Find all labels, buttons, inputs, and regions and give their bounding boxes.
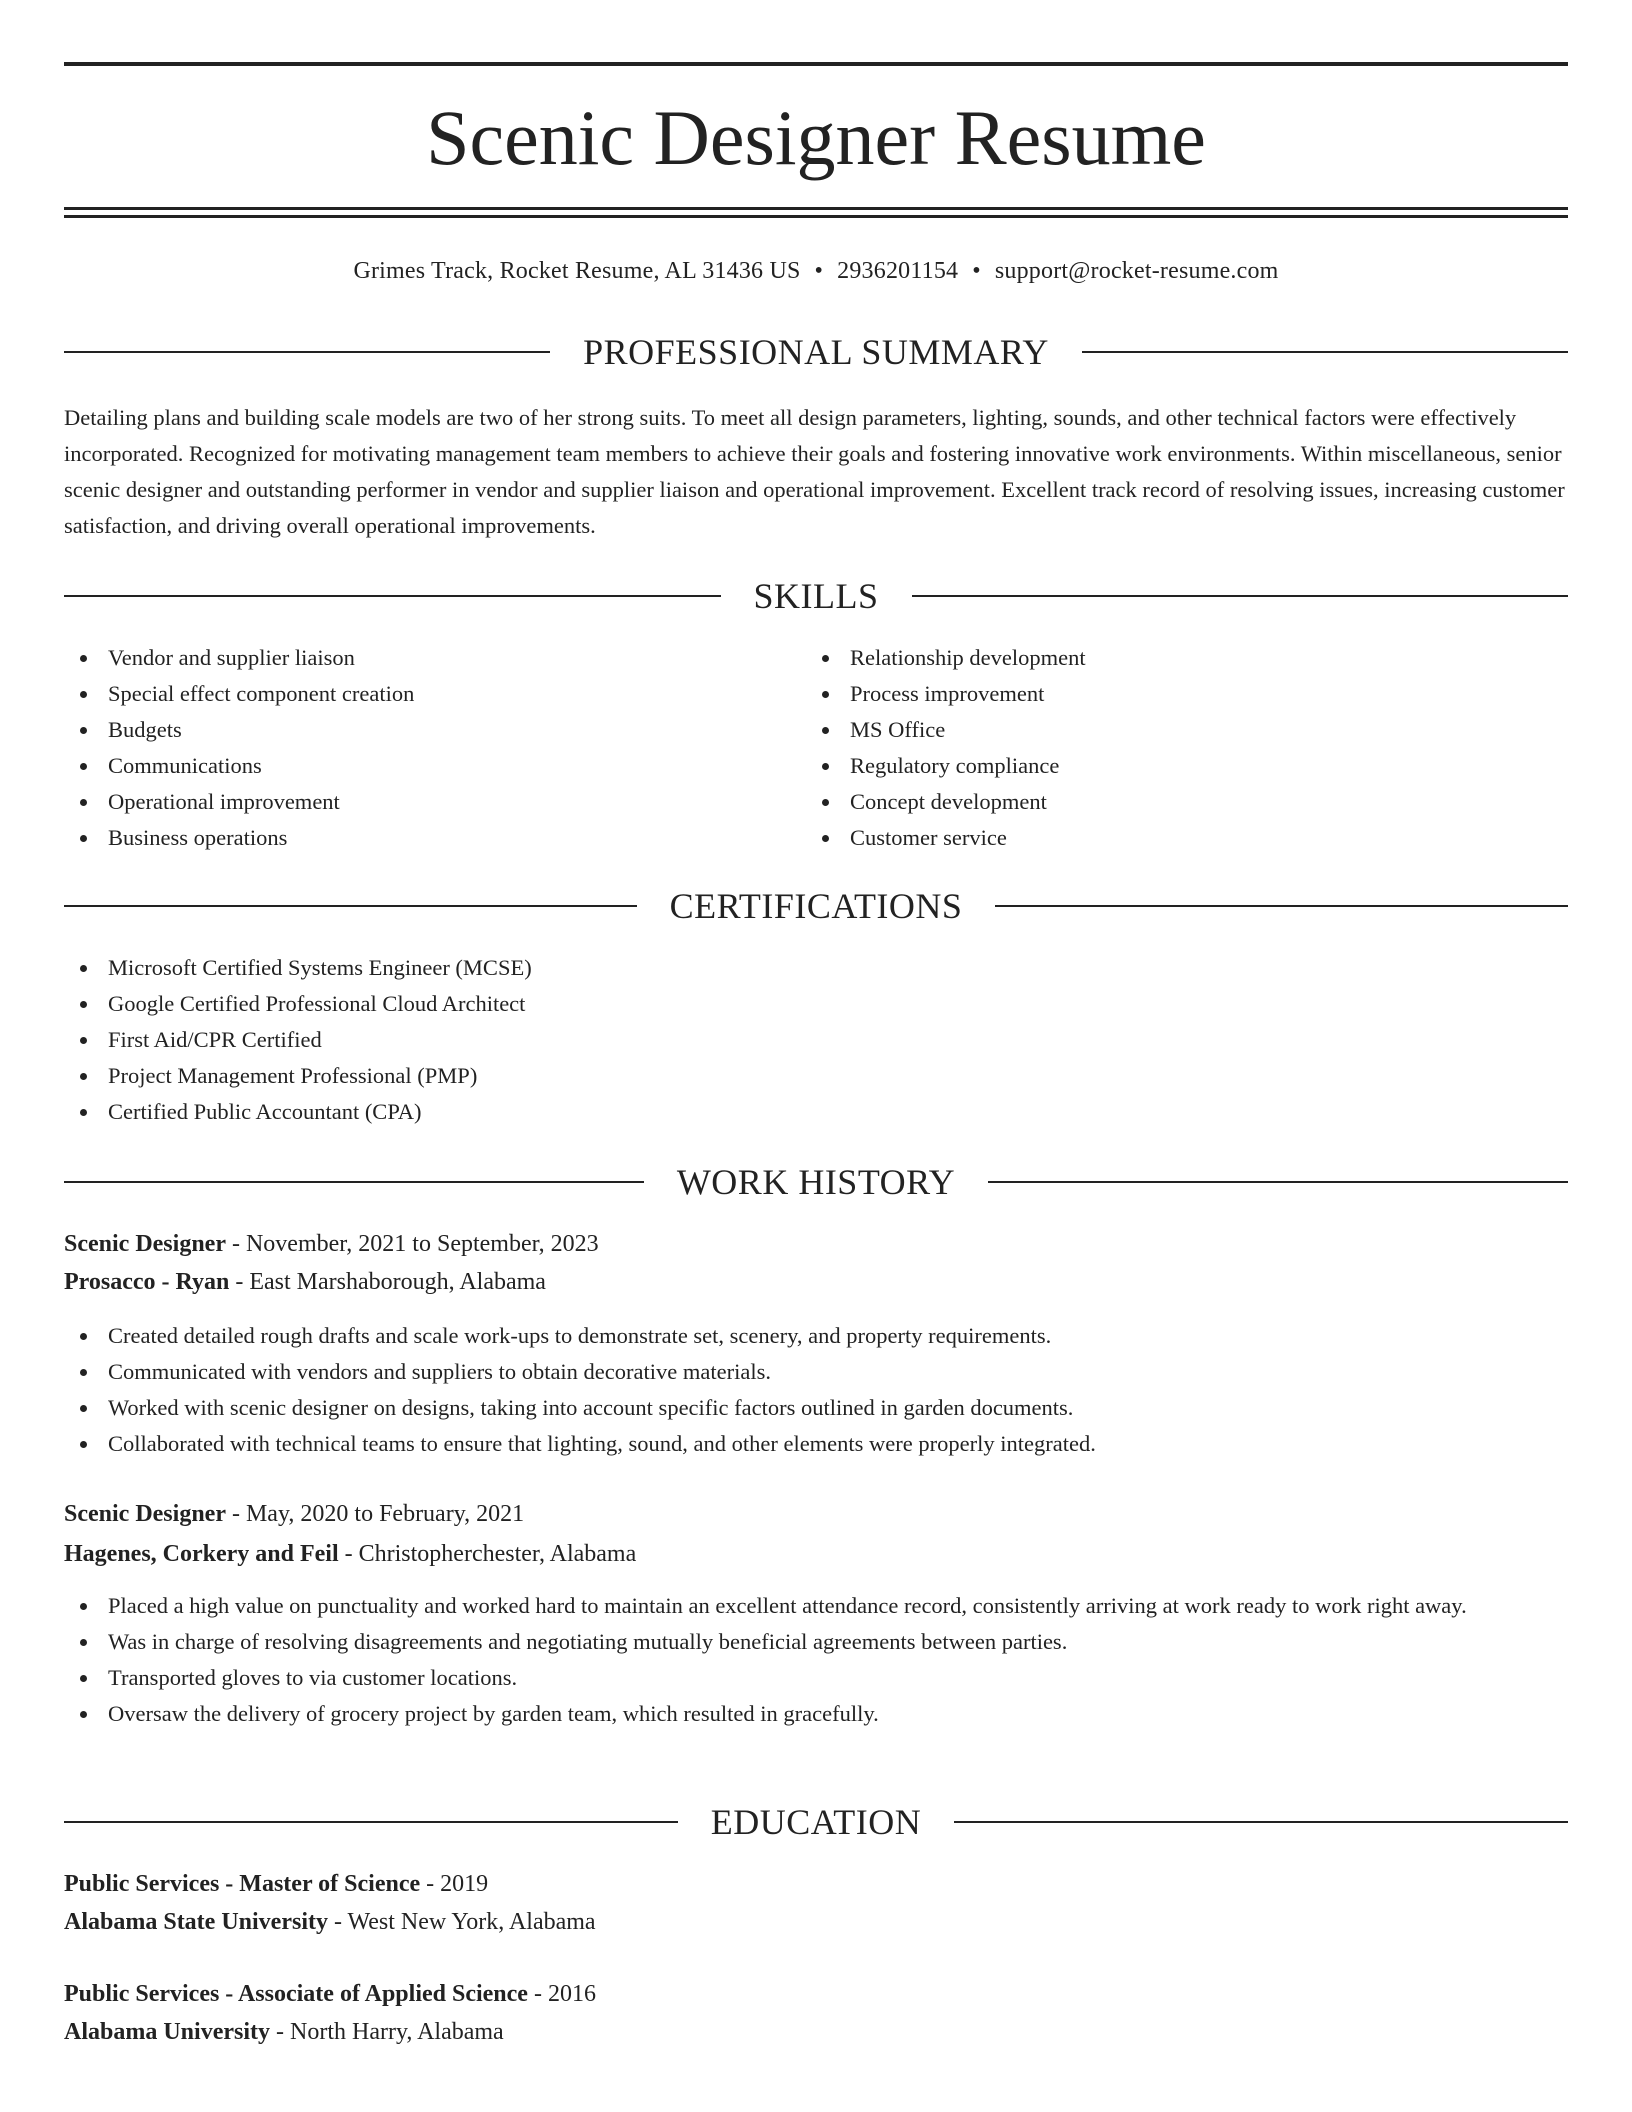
skill-item: Process improvement (806, 676, 1506, 712)
job-bullet: Communicated with vendors and suppliers to obtain decorative materials. (64, 1354, 1568, 1390)
contact-line (64, 254, 1568, 288)
job-company-line (64, 1264, 546, 1300)
job-company: Hagenes, Corkery and Feil (64, 1541, 339, 1567)
job-title-line (64, 1226, 599, 1262)
section-heading-summary (64, 332, 1568, 372)
education-degree-line (64, 1866, 488, 1902)
top-rule (64, 62, 1568, 66)
certification-item: Microsoft Certified Systems Engineer (MCSE) (64, 950, 1568, 986)
skill-item: Relationship development (806, 640, 1506, 676)
job-company: Prosacco - Ryan (64, 1269, 230, 1295)
section-title: SKILLS (753, 576, 879, 616)
education-school: Alabama State University (64, 1909, 328, 1935)
education-degree: Public Services - Associate of Applied Science (64, 1981, 528, 2007)
job-location: - Christopherchester, Alabama (338, 1541, 637, 1567)
job-bullets (64, 1318, 1568, 1462)
section-heading-work-history (64, 1162, 1568, 1202)
heading-rule (64, 595, 721, 597)
job-bullet: Oversaw the delivery of grocery project by garden team, which resulted in gracefully. (64, 1696, 1568, 1732)
skill-item: Operational improvement (64, 784, 764, 820)
skill-item: Concept development (806, 784, 1506, 820)
heading-rule (912, 595, 1569, 597)
section-title: EDUCATION (710, 1802, 922, 1842)
certification-item: Project Management Professional (PMP) (64, 1058, 1568, 1094)
title-rule-lower (64, 215, 1568, 218)
job-bullet: Was in charge of resolving disagreements and negotiating mutually beneficial agreements between parties. (64, 1624, 1568, 1660)
heading-rule (64, 905, 637, 907)
skill-item: Business operations (64, 820, 764, 856)
contact-address: Grimes Track, Rocket Resume, AL 31436 US (353, 258, 801, 284)
education-school: Alabama University (64, 2019, 270, 2045)
section-heading-skills (64, 576, 1568, 616)
job-bullet: Transported gloves to via customer locations. (64, 1660, 1568, 1696)
heading-rule (64, 1181, 644, 1183)
education-location: - West New York, Alabama (327, 1909, 596, 1935)
contact-email: support@rocket-resume.com (994, 258, 1279, 284)
certifications-list (64, 950, 1568, 1130)
contact-phone: 2936201154 (837, 258, 959, 284)
skills-list-right (806, 640, 1506, 856)
education-location: - North Harry, Alabama (270, 2019, 504, 2045)
section-heading-education (64, 1802, 1568, 1842)
heading-rule (988, 1181, 1568, 1183)
job-location: - East Marshaborough, Alabama (229, 1269, 546, 1295)
job-bullet: Worked with scenic designer on designs, taking into account specific factors outlined in garden documents. (64, 1390, 1568, 1426)
heading-rule (995, 905, 1568, 907)
job-bullets (64, 1588, 1568, 1732)
heading-rule (954, 1821, 1568, 1823)
education-school-line (64, 2014, 504, 2050)
heading-rule (64, 1821, 678, 1823)
job-bullet: Collaborated with technical teams to ensure that lighting, sound, and other elements were properly integrated. (64, 1426, 1568, 1462)
skill-item: Communications (64, 748, 764, 784)
resume-title: Scenic Designer Resume (426, 94, 1206, 181)
summary-text: Detailing plans and building scale models are two of her strong suits. To meet all design parameters, lighting, sounds, and other technical factors were effectively incorporated. Recognized for motivating management team members to achieve their goals and fostering innovative work environments. Within miscellaneous, senior scenic designer and outstanding performer in vendor and supplier liaison and operational improvement. Excellent track record of resolving issues, increasing customer satisfaction, and driving overall operational improvements. (64, 405, 1565, 538)
job-dates: - May, 2020 to February, 2021 (225, 1501, 525, 1527)
section-title: PROFESSIONAL SUMMARY (583, 332, 1049, 372)
skill-item: Customer service (806, 820, 1506, 856)
skill-item: Budgets (64, 712, 764, 748)
job-title: Scenic Designer (64, 1501, 226, 1527)
job-company-line (64, 1536, 636, 1572)
certification-item: Certified Public Accountant (CPA) (64, 1094, 1568, 1130)
skill-item: Vendor and supplier liaison (64, 640, 764, 676)
heading-rule (1082, 351, 1568, 353)
education-school-line (64, 1904, 596, 1940)
section-title: WORK HISTORY (676, 1162, 956, 1202)
job-dates: - November, 2021 to September, 2023 (225, 1231, 599, 1257)
heading-rule (64, 351, 550, 353)
skill-item: Regulatory compliance (806, 748, 1506, 784)
skill-item: MS Office (806, 712, 1506, 748)
section-heading-certifications (64, 886, 1568, 926)
skills-list-left (64, 640, 764, 856)
job-bullet: Created detailed rough drafts and scale work-ups to demonstrate set, scenery, and property requirements. (64, 1318, 1568, 1354)
education-year: - 2019 (420, 1871, 489, 1897)
section-title: CERTIFICATIONS (669, 886, 963, 926)
education-year: - 2016 (527, 1981, 596, 2007)
education-degree: Public Services - Master of Science (64, 1871, 421, 1897)
certification-item: First Aid/CPR Certified (64, 1022, 1568, 1058)
contact-separator: • (972, 258, 981, 284)
certification-item: Google Certified Professional Cloud Architect (64, 986, 1568, 1022)
job-title: Scenic Designer (64, 1231, 226, 1257)
job-bullet: Placed a high value on punctuality and worked hard to maintain an excellent attendance record, consistently arriving at work ready to work right away. (64, 1588, 1568, 1624)
job-title-line (64, 1496, 524, 1532)
contact-separator: • (814, 258, 824, 284)
title-rule-upper (64, 207, 1568, 210)
skill-item: Special effect component creation (64, 676, 764, 712)
education-degree-line (64, 1976, 596, 2012)
